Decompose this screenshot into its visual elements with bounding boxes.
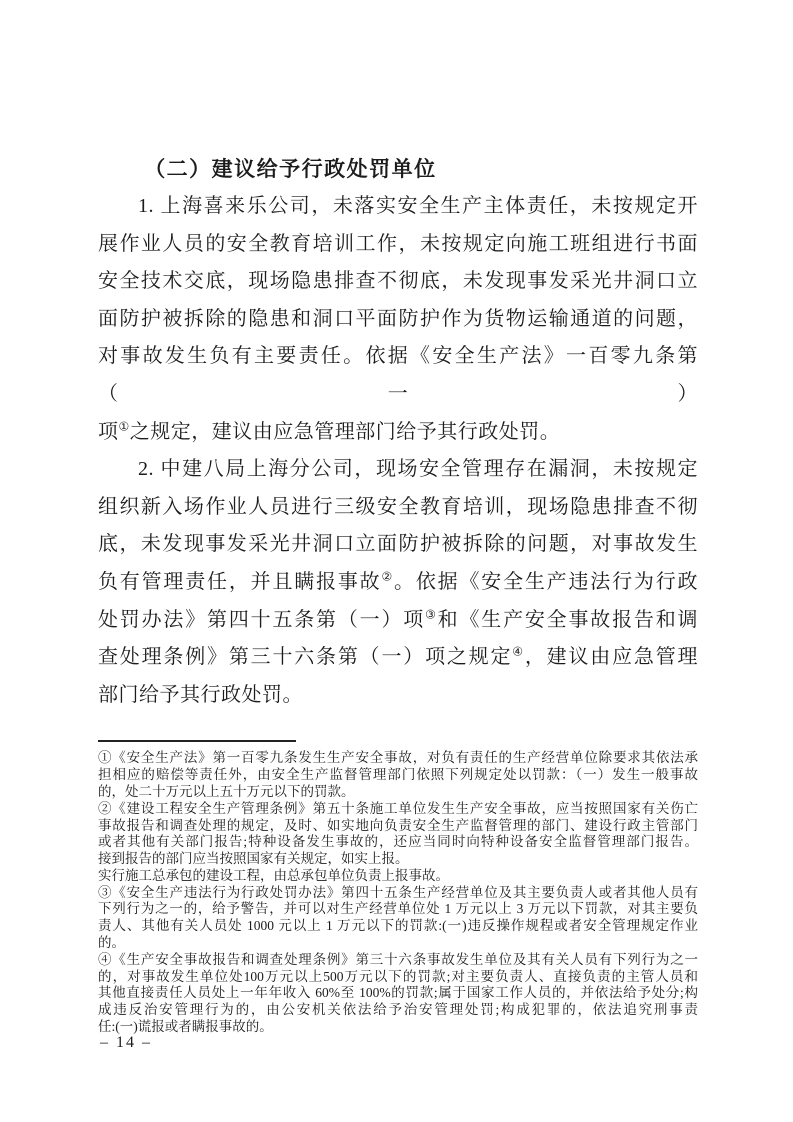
page-number: – 14 – xyxy=(100,1034,152,1051)
text-line: ③《安全生产违法行为行政处罚办法》第四十五条生产经营单位及其主要负责人或者其他人员有 xyxy=(98,884,698,900)
footnote xyxy=(98,952,698,1036)
text-line: 对事故发生负有主要责任。依据《安全生产法》一百零九条第（一） xyxy=(98,345,698,405)
text-line: 组织新入场作业人员进行三级安全教育培训，现场隐患排查不彻 xyxy=(98,495,698,518)
text-line: 部门给予其行政处罚。 xyxy=(98,683,303,706)
text-line: 任:(一)谎报或者瞒报事故的。 xyxy=(98,1019,273,1035)
body-paragraphs xyxy=(98,188,698,714)
text-line: 责人、其他有关人员处 1000 元以上 1 万元以下的罚款:(一)违反操作规程或者安全管理规定作业 xyxy=(98,918,698,934)
text-line: 1. 上海喜来乐公司，未落实安全生产主体责任，未按规定开 xyxy=(138,195,698,217)
text-line: 展作业人员的安全教育培训工作，未按规定向施工班组进行书面 xyxy=(98,232,698,255)
text-line: 的，对事故发生单位处100万元以上500万元以下的罚款;对主要负责人、直接负责的主管人员和 xyxy=(98,968,698,984)
paragraph xyxy=(98,451,698,714)
text-line: 事故报告和调查处理的规定，及时、如实地向负责安全生产监督管理的部门、建设行政主管部门 xyxy=(98,817,698,833)
text-line: 的，处二十万元以上五十万元以下的罚款。 xyxy=(98,783,355,799)
section-heading: （二）建议给予行政处罚单位 xyxy=(144,157,437,181)
footnote xyxy=(98,801,698,868)
document-content xyxy=(98,150,698,1036)
footnote-ref: ① xyxy=(118,418,130,433)
text-line: 成违反治安管理行为的，由公安机关依法给予治安管理处罚;构成犯罪的，依法追究刑事责 xyxy=(98,1002,698,1018)
text-line: ②《建设工程安全生产管理条例》第五十条施工单位发生生产安全事故，应当按照国家有关伤亡 xyxy=(98,800,698,816)
text-line: ①《安全生产法》第一百零九条发生生产安全事故，对负有责任的生产经营单位除要求其依法承 xyxy=(98,750,698,766)
text-line: 或者其他有关部门报告;特种设备发生事故的，还应当同时向特种设备安全监督管理部门报告。 xyxy=(98,834,698,850)
footnote-ref: ③ xyxy=(425,606,438,621)
footnote-ref: ④ xyxy=(512,644,525,659)
footnote xyxy=(98,868,698,885)
footnote-ref: ② xyxy=(381,569,395,584)
text-line: 接到报告的部门应当按照国家有关规定，如实上报。 xyxy=(98,851,409,867)
text-line: 负有管理责任，并且瞒报事故②。依据《安全生产违法行为行政 xyxy=(98,569,699,593)
paragraph xyxy=(98,188,698,451)
text-line: 面防护被拆除的隐患和洞口平面防护作为货物运输通道的问题， xyxy=(98,307,698,330)
text-line: 的。 xyxy=(98,935,125,951)
text-line: 2. 中建八局上海分公司，现场安全管理存在漏洞，未按规定 xyxy=(138,458,698,481)
text-line: 处罚办法》第四十五条第（一）项③和《生产安全事故报告和调 xyxy=(98,606,699,631)
text-line: 底，未发现事发采光井洞口立面防护被拆除的问题，对事故发生 xyxy=(98,533,698,556)
footnote xyxy=(98,885,698,952)
footnote xyxy=(98,750,698,800)
text-line: 担相应的赔偿等责任外，由安全生产监督管理部门依照下列规定处以罚款：（一）发生一般事故 xyxy=(98,767,698,783)
text-line: ④《生产安全事故报告和调查处理条例》第三十六条事故发生单位及其有关人员有下列行为之一 xyxy=(98,951,698,967)
text-line: 下列行为之一的，给予警告，并可以对生产经营单位处 1 万元以上 3 万元以下罚款，对其主要负 xyxy=(98,901,698,917)
footnote-separator xyxy=(98,740,296,742)
footnotes-section xyxy=(98,750,698,1036)
text-line: 项①之规定，建议由应急管理部门给予其行政处罚。 xyxy=(98,418,561,443)
text-line: 其他直接责任人员处上一年年收入 60%至 100%的罚款;属于国家工作人员的，并依法给予处分;构 xyxy=(98,985,698,1001)
text-line: 实行施工总承包的建设工程，由总承包单位负责上报事故。 xyxy=(98,867,449,883)
text-line: 查处理条例》第三十六条第（一）项之规定④，建议由应急管理 xyxy=(98,644,699,669)
text-line: 安全技术交底，现场隐患排查不彻底，未发现事发采光井洞口立 xyxy=(98,270,698,293)
